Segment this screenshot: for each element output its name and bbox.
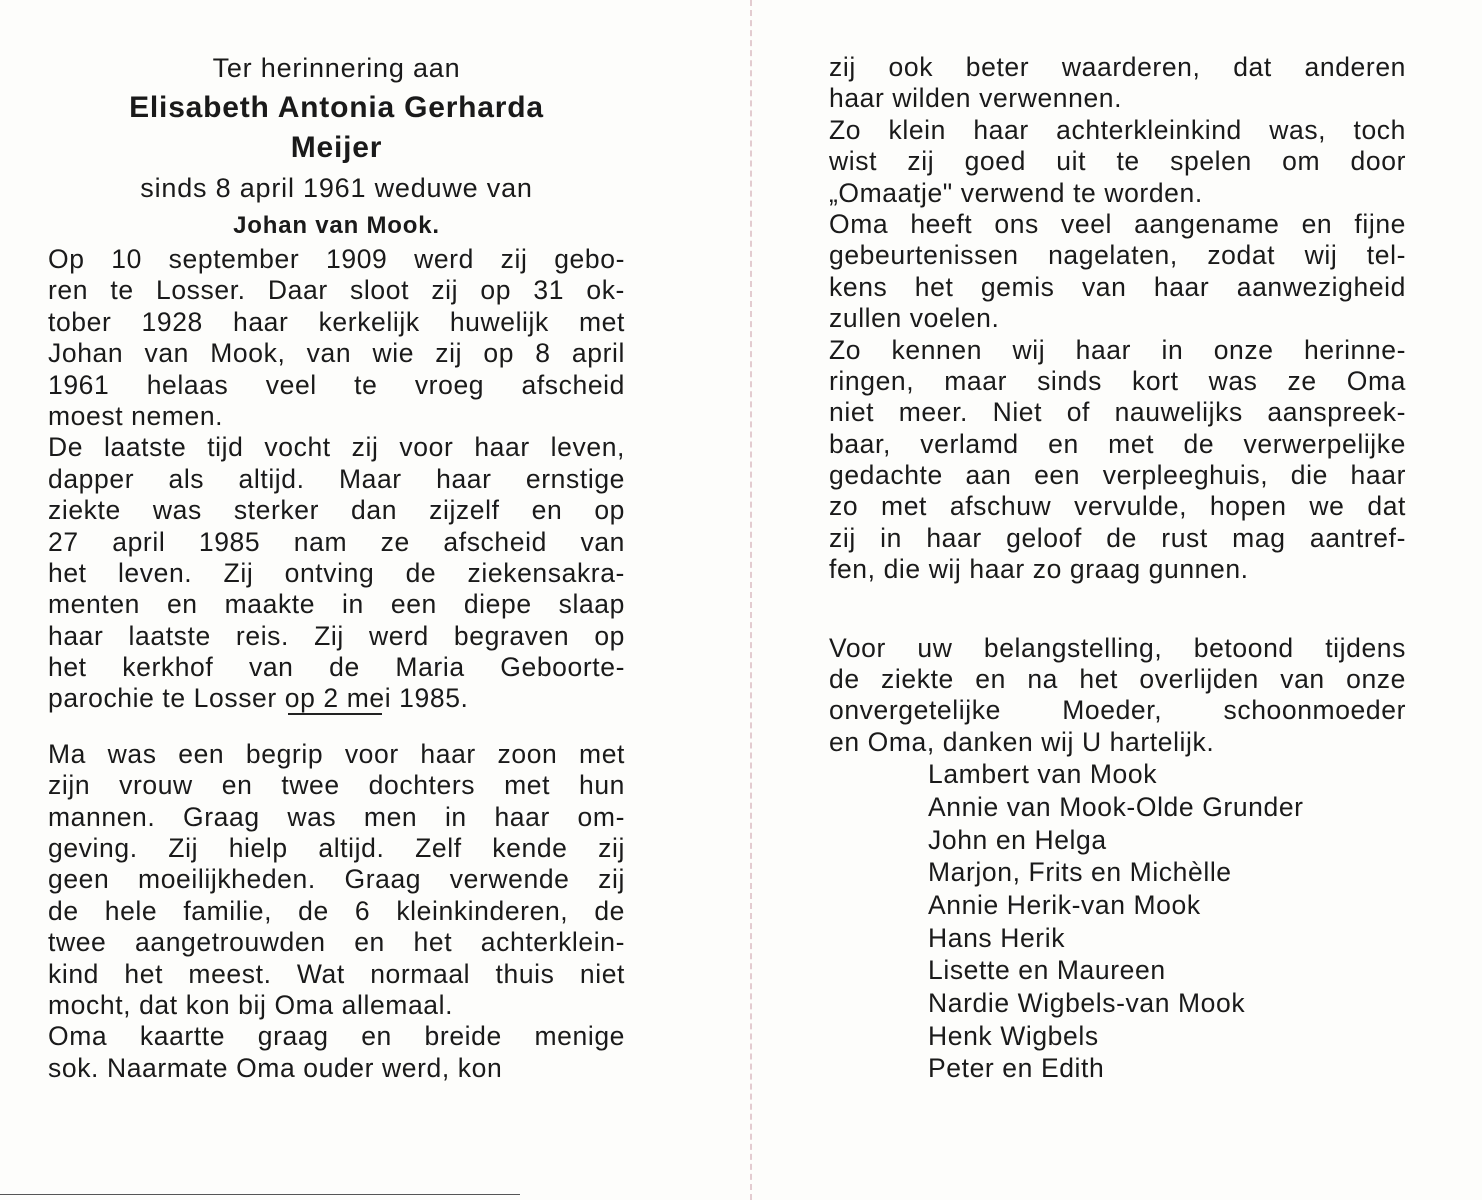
bottom-rule	[0, 1194, 520, 1195]
text-line: niet meer. Niet of nauwelijks aanspreek-	[829, 397, 1406, 428]
paragraph-gap	[829, 586, 1406, 633]
family-name: Henk Wigbels	[928, 1020, 1099, 1051]
page-fold-divider	[750, 0, 752, 1200]
text-line: kens het gemis van haar aanwezigheid	[829, 271, 1406, 302]
text-line: het leven. Zij ontving de ziekensakra-	[48, 557, 625, 588]
text-line: Zo klein haar achterkleinkind was, toch	[829, 114, 1406, 145]
text-line: gedachte aan een verpleeghuis, die haar	[829, 460, 1406, 491]
widow-line: sinds 8 april 1961 weduwe van	[140, 173, 533, 203]
text-line: zij in haar geloof de rust mag aantref-	[829, 522, 1406, 553]
family-name: Nardie Wigbels-van Mook	[928, 988, 1246, 1019]
text-line: De laatste tijd vocht zij voor haar leven,	[48, 432, 625, 463]
text-line: Op 10 september 1909 werd zij gebo-	[48, 244, 625, 274]
text-line: mannen. Graag was men in haar om-	[48, 801, 625, 832]
family-names-list	[829, 758, 1406, 1085]
text-line: haar wilden verwennen.	[829, 83, 1123, 114]
text-line: kind het meest. Wat normaal thuis niet	[48, 958, 625, 989]
text-line: ringen, maar sinds kort was ze Oma	[829, 365, 1406, 396]
paragraph-gap	[48, 715, 625, 739]
text-line: 1961 helaas veel te vroeg afscheid	[48, 369, 625, 400]
family-name: Lisette en Maureen	[928, 955, 1166, 986]
underline-mark	[288, 713, 382, 715]
husband-name: Johan van Mook.	[233, 212, 440, 239]
family-name: Hans Herik	[928, 922, 1066, 953]
text-line: ziekte was sterker dan zijzelf en op	[48, 495, 625, 526]
text-line: ren te Losser. Daar sloot zij op 31 ok-	[48, 275, 625, 306]
family-name: Lambert van Mook	[928, 759, 1158, 790]
text-line: onvergetelijke Moeder, schoonmoeder	[829, 695, 1406, 726]
family-name: Marjon, Frits en Michèlle	[928, 857, 1232, 888]
text-line: haar laatste reis. Zij werd begraven op	[48, 620, 625, 651]
family-name: Peter en Edith	[928, 1053, 1105, 1084]
text-line: Oma kaartte graag en breide menige	[48, 1021, 625, 1052]
text-line: baar, verlamd en met de verwerpelijke	[829, 428, 1406, 459]
text-line: zijn vrouw en twee dochters met hun	[48, 770, 625, 801]
text-line: Zo kennen wij haar in onze herinne-	[829, 334, 1406, 365]
memorial-header	[48, 48, 625, 244]
text-line: geen moeilijkheden. Graag verwende zij	[48, 864, 625, 895]
family-name: Annie van Mook-Olde Grunder	[928, 791, 1304, 822]
text-line: „Omaatje" verwend te worden.	[829, 177, 1203, 208]
paragraph	[829, 209, 1406, 335]
text-line: menten en maakte in een diepe slaap	[48, 589, 625, 620]
thanks-paragraph	[829, 633, 1406, 759]
text-line: de ziekte en na het overlijden van onze	[829, 664, 1406, 695]
text-line: fen, die wij haar zo graag gunnen.	[829, 554, 1249, 585]
text-line: twee aangetrouwden en het achterklein-	[48, 927, 625, 958]
paragraph	[829, 335, 1406, 586]
text-line: Ma was een begrip voor haar zoon met	[48, 738, 625, 769]
text-line: wist zij goed uit te spelen om door	[829, 146, 1406, 177]
text-line: het kerkhof van de Maria Geboorte-	[48, 652, 625, 683]
text-line: tober 1928 haar kerkelijk huwelijk met	[48, 306, 625, 337]
text-line: Johan van Mook, van wie zij op 8 april	[48, 338, 625, 369]
paragraph	[829, 115, 1406, 209]
text-line: zo met afschuw vervulde, hopen we dat	[829, 491, 1406, 522]
text-line: parochie te Losser op 2 mei 1985.	[48, 683, 469, 714]
text-line: dapper als altijd. Maar haar ernstige	[48, 463, 625, 494]
right-page-text	[829, 52, 1406, 1085]
paragraph	[48, 1021, 625, 1084]
text-line: moest nemen.	[48, 400, 224, 431]
text-line: zij ook beter waarderen, dat anderen	[829, 52, 1406, 82]
text-line: zullen voelen.	[829, 303, 1000, 334]
text-line: geving. Zij hielp altijd. Zelf kende zij	[48, 833, 625, 864]
intro-text: Ter herinnering aan	[212, 53, 461, 83]
text-line: en Oma, danken wij U hartelijk.	[829, 726, 1215, 757]
left-page-text	[48, 244, 625, 1084]
text-line: gebeurtenissen nagelaten, zodat wij tel-	[829, 240, 1406, 271]
text-line: de hele familie, de 6 kleinkinderen, de	[48, 895, 625, 926]
text-line: Voor uw belangstelling, betoond tijdens	[829, 632, 1406, 663]
paragraph	[829, 52, 1406, 115]
paragraph	[48, 432, 625, 715]
text-line: mocht, dat kon bij Oma allemaal.	[48, 989, 454, 1020]
family-name: John en Helga	[928, 824, 1107, 855]
deceased-name-line1: Elisabeth Antonia Gerharda	[129, 91, 544, 124]
deceased-name-line2: Meijer	[290, 131, 383, 164]
paragraph	[48, 244, 625, 432]
text-line: sok. Naarmate Oma ouder werd, kon	[48, 1052, 503, 1083]
text-line: Oma heeft ons veel aangename en fijne	[829, 208, 1406, 239]
family-name: Annie Herik-van Mook	[928, 889, 1201, 920]
text-line: 27 april 1985 nam ze afscheid van	[48, 526, 625, 557]
paragraph	[48, 739, 625, 1022]
